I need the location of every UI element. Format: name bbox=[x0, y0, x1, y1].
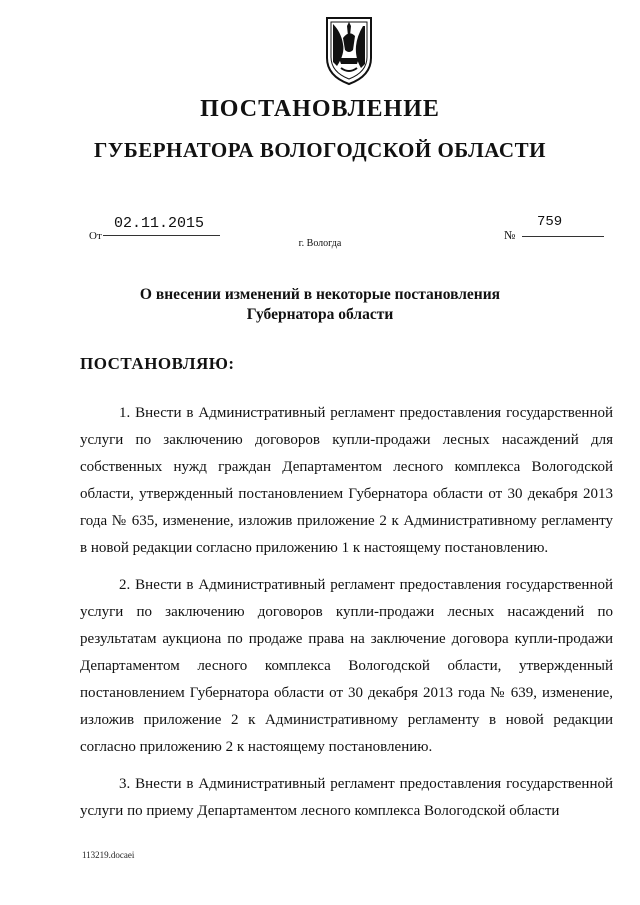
document-body bbox=[80, 400, 613, 835]
city-label: г. Вологда bbox=[298, 238, 342, 249]
date-underline bbox=[103, 235, 220, 236]
footer-doc-code: 113219.docaei bbox=[82, 850, 135, 860]
coat-of-arms-icon bbox=[323, 14, 375, 86]
paragraph-1: 1. Внести в Административный регламент предоставления государственной услуги по заключению договоров купли-продажи лесных насаждений для собственных нужд граждан Департаментом лесного комплекса Вологодской области, утвержденный постановлением Губернатора области от 30 декабря 2013 года № 635, изменение, изложив приложение 2 к Административному регламенту в новой редакции согласно приложению 1 к настоящему постановлению. bbox=[80, 405, 613, 556]
number-label: № bbox=[504, 228, 516, 242]
number-value: 759 bbox=[537, 214, 563, 230]
date-label: От bbox=[89, 230, 102, 242]
subject-line-2: Губернатора области bbox=[246, 306, 394, 323]
document-subtitle: ГУБЕРНАТОРА ВОЛОГОДСКОЙ ОБЛАСТИ bbox=[94, 138, 546, 162]
number-underline bbox=[522, 236, 604, 237]
subject-line-1: О внесении изменений в некоторые постановления bbox=[139, 286, 501, 303]
decree-heading: ПОСТАНОВЛЯЮ: bbox=[80, 354, 235, 373]
subject-heading bbox=[0, 285, 640, 325]
date-value: 02.11.2015 bbox=[114, 215, 205, 232]
paragraph-3: 3. Внести в Административный регламент предоставления государственной услуги по приему Департаментом лесного комплекса Вологодской области bbox=[80, 776, 613, 819]
document-title: ПОСТАНОВЛЕНИЕ bbox=[200, 96, 440, 122]
paragraph-2: 2. Внести в Административный регламент предоставления государственной услуги по заключению договоров купли-продажи лесных насаждений по результатам аукциона по продаже права на заключение договора купли-продажи Департаментом лесного комплекса Вологодской области, утвержденный постановлением Губернатора области от 30 декабря 2013 года № 639, изменение, изложив приложение 2 к Административному регламенту в новой редакции согласно приложению 2 к настоящему постановлению. bbox=[80, 577, 613, 755]
